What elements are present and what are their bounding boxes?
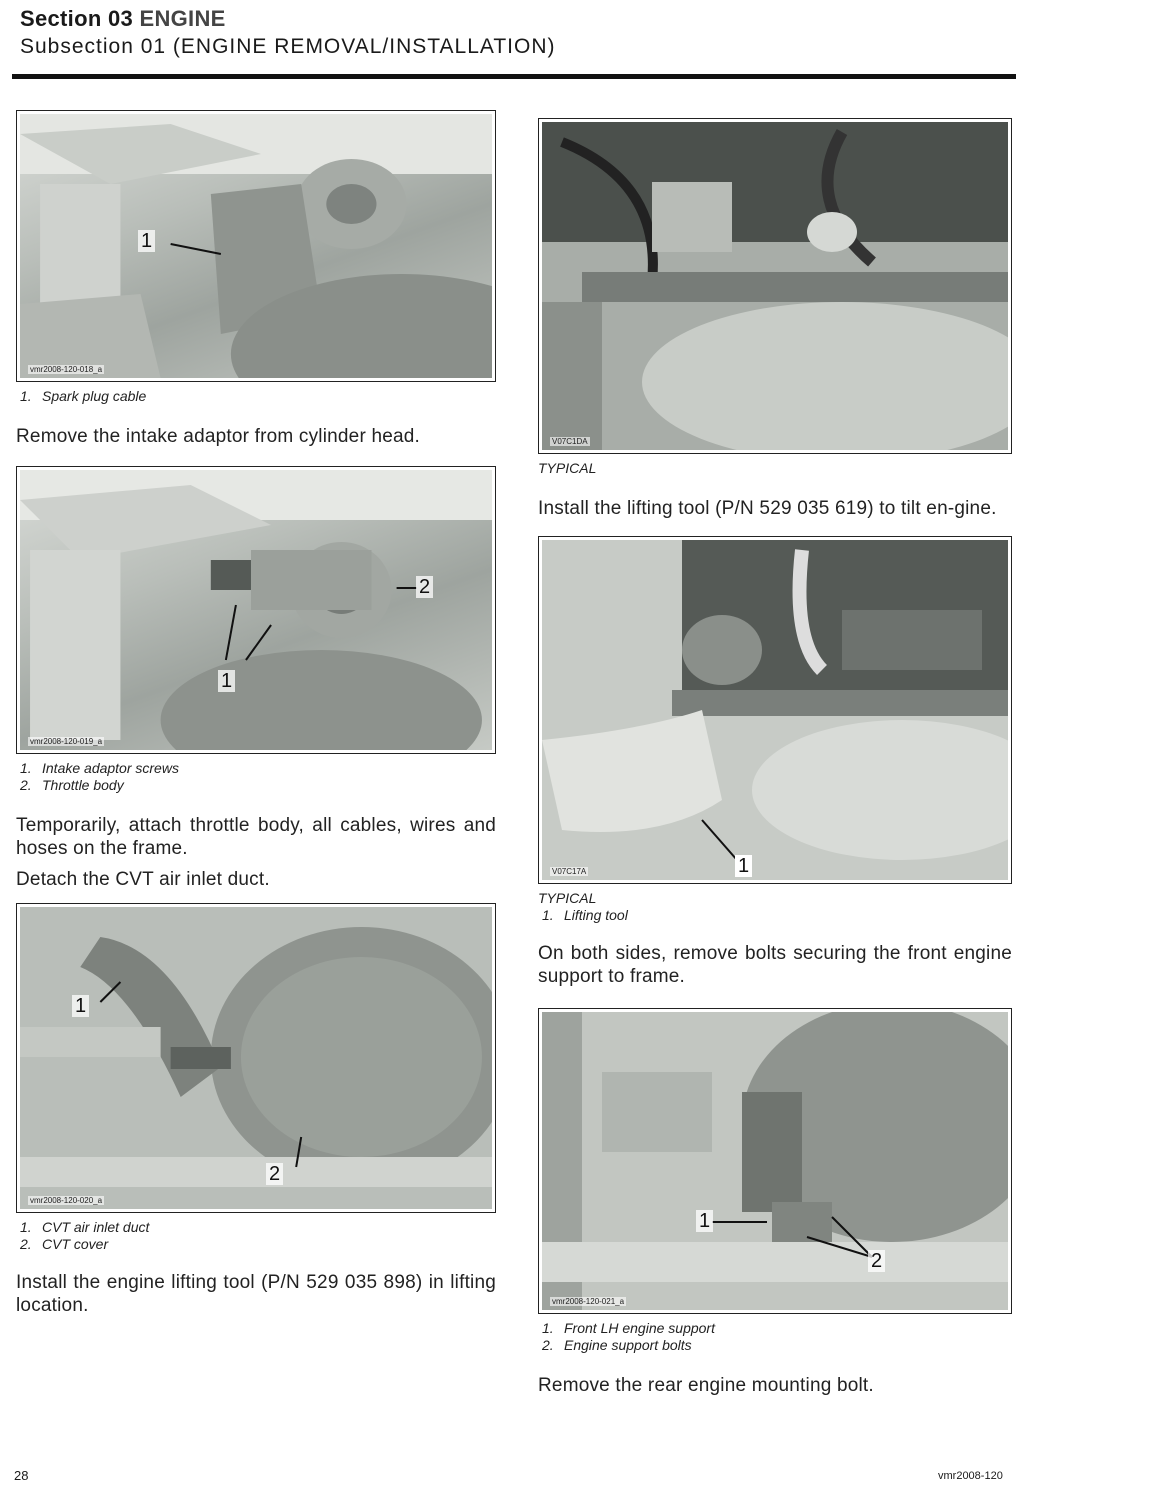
instruction-text: Detach the CVT air inlet duct. [16, 869, 270, 890]
subsection-title: Subsection 01 (ENGINE REMOVAL/INSTALLATION) [20, 35, 556, 58]
callout-1: 1 [735, 855, 752, 877]
figure-code: vmr2008-120-021_a [552, 1297, 625, 1306]
right-column [538, 118, 1012, 1397]
legend-item: 1. Front LH engine support [542, 1320, 715, 1336]
figure-code: vmr2008-120-020_a [30, 1196, 103, 1205]
instruction-text: Temporarily, attach throttle body, all cables, wires and hoses on the frame. [16, 815, 496, 859]
legend-item: 2. Engine support bolts [542, 1337, 692, 1353]
instruction-text: On both sides, remove bolts securing the front engine support to frame. [538, 943, 1012, 987]
left-column [16, 110, 496, 1317]
engine-photo-6 [542, 1012, 1008, 1310]
figure-code: vmr2008-120-019_a [30, 737, 103, 746]
section-name: ENGINE [139, 6, 226, 31]
figure-legend [538, 890, 1012, 924]
section-title [20, 6, 1016, 32]
callout-2: 2 [416, 576, 433, 598]
figure-code: vmr2008-120-018_a [30, 365, 103, 374]
header-rule [12, 74, 1016, 79]
instruction-text: Remove the intake adaptor from cylinder head. [16, 426, 420, 447]
figure-legend [538, 1320, 1012, 1354]
document-code: vmr2008-120 [938, 1470, 1003, 1482]
figure-engine-support [538, 1008, 1012, 1314]
figure-spark-plug [16, 110, 496, 382]
legend-item: 2. Throttle body [20, 777, 124, 793]
page-number: 28 [14, 1468, 29, 1483]
figure-legend [16, 388, 496, 405]
engine-photo-1 [20, 114, 492, 378]
figure-typical-1 [538, 118, 1012, 454]
figure-code: V07C1DA [552, 437, 588, 446]
engine-photo-4 [542, 122, 1008, 450]
legend-item: 2. CVT cover [20, 1236, 109, 1252]
figure-caption: TYPICAL [538, 890, 597, 906]
instruction-text: Install the engine lifting tool (P/N 529 035 898) in lifting location. [16, 1272, 496, 1316]
engine-photo-2 [20, 470, 492, 750]
legend-item: 1. Intake adaptor screws [20, 760, 179, 776]
figure-legend [16, 760, 496, 794]
instruction-text: Install the lifting tool (P/N 529 035 619) to tilt en-gine. [538, 498, 997, 519]
legend-item: 1. Spark plug cable [20, 388, 147, 404]
instruction-text: Remove the rear engine mounting bolt. [538, 1375, 874, 1396]
figure-intake-adaptor [16, 466, 496, 754]
engine-photo-3 [20, 907, 492, 1209]
section-prefix: Section 03 [20, 6, 134, 31]
callout-2: 2 [868, 1250, 885, 1272]
callout-1: 1 [138, 230, 155, 252]
engine-photo-5 [542, 540, 1008, 880]
callout-1: 1 [218, 670, 235, 692]
figure-code: V07C17A [552, 867, 587, 876]
legend-item: 1. CVT air inlet duct [20, 1219, 150, 1235]
legend-item: 1. Lifting tool [542, 907, 628, 923]
figure-lifting-tool [538, 536, 1012, 884]
page-header [20, 6, 1016, 60]
callout-1: 1 [72, 995, 89, 1017]
figure-caption: TYPICAL [538, 460, 597, 476]
callout-2: 2 [266, 1163, 283, 1185]
callout-1: 1 [696, 1210, 713, 1232]
figure-cvt-duct [16, 903, 496, 1213]
figure-legend [16, 1219, 496, 1253]
